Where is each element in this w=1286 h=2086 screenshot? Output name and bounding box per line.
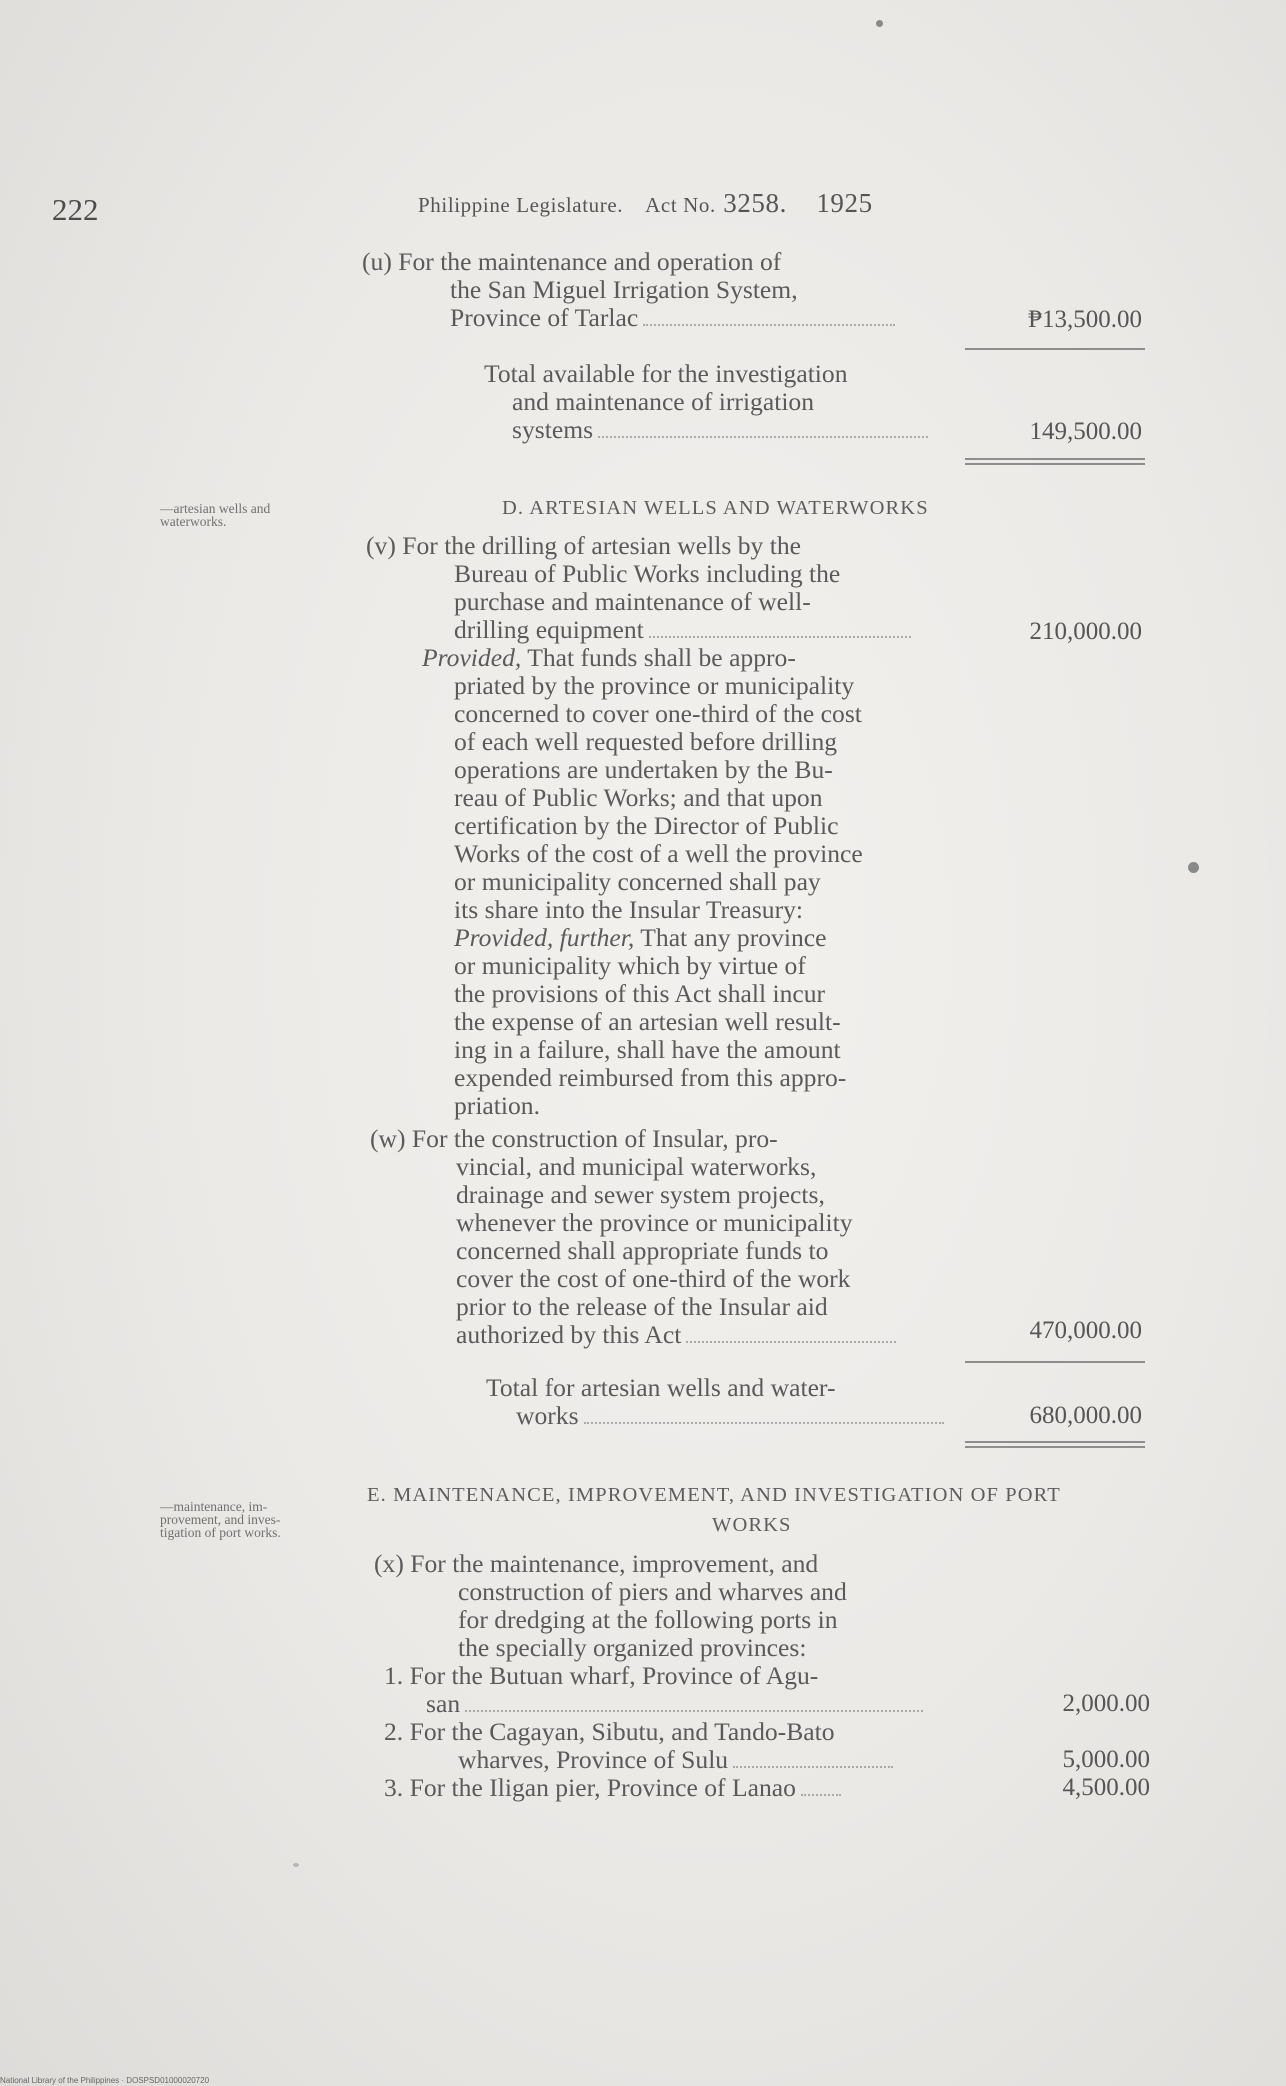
item-u-line-3: Province of Tarlac bbox=[450, 303, 639, 332]
subitem-2-amount: 5,000.00 bbox=[1062, 1746, 1150, 1773]
item-v bbox=[366, 532, 911, 1120]
total-artesian bbox=[486, 1374, 944, 1430]
proviso-line: reau of Public Works; and that upon bbox=[454, 783, 823, 812]
item-v-line-4: drilling equipment bbox=[454, 615, 644, 644]
item-u-amount: ₱13,500.00 bbox=[1028, 306, 1142, 333]
header-year: 1925 bbox=[816, 188, 873, 218]
item-x bbox=[374, 1550, 923, 1802]
proviso-line: certification by the Director of Public bbox=[454, 811, 839, 840]
proviso-first-line: That funds shall be appro- bbox=[527, 643, 796, 672]
section-e-heading-line-2: WORKS bbox=[712, 1514, 792, 1536]
scan-speck bbox=[293, 1863, 299, 1867]
subtotal-rule bbox=[965, 1361, 1145, 1363]
proviso-line: the provisions of this Act shall incur bbox=[454, 979, 826, 1008]
total-artesian-amount: 680,000.00 bbox=[1029, 1402, 1142, 1429]
item-w-amount: 470,000.00 bbox=[1029, 1317, 1142, 1344]
item-w-line-5: concerned shall appropriate funds to bbox=[456, 1236, 829, 1265]
dot-leader bbox=[733, 1766, 893, 1768]
proviso-further-first: That any province bbox=[640, 923, 827, 952]
item-u bbox=[362, 248, 895, 332]
item-w-line-2: vincial, and municipal waterworks, bbox=[456, 1152, 817, 1181]
dot-leader bbox=[801, 1794, 841, 1796]
item-u-line-1: (u) For the maintenance and operation of bbox=[362, 247, 782, 276]
proviso-line: of each well requested before drilling bbox=[454, 727, 838, 756]
item-v-line-1: (v) For the drilling of artesian wells by the bbox=[366, 531, 801, 560]
dot-leader bbox=[598, 436, 928, 438]
scan-speck bbox=[1188, 862, 1199, 873]
dot-leader bbox=[643, 324, 895, 326]
proviso-line: the expense of an artesian well result- bbox=[454, 1007, 841, 1036]
dot-leader bbox=[584, 1422, 944, 1424]
total-double-rule bbox=[965, 458, 1145, 465]
subitem-2-line-2: wharves, Province of Sulu bbox=[458, 1745, 729, 1774]
dot-leader bbox=[465, 1710, 923, 1712]
item-w-line-4: whenever the province or municipality bbox=[456, 1208, 853, 1237]
margin-note-line: —maintenance, im- bbox=[160, 1499, 268, 1514]
header-act-number: 3258. bbox=[723, 188, 787, 218]
header-legislature: Philippine Legislature. bbox=[418, 193, 624, 217]
item-v-amount: 210,000.00 bbox=[1029, 618, 1142, 645]
subitem-3-line-1: 3. For the Iligan pier, Province of Lanao bbox=[384, 1773, 796, 1802]
proviso-line: expended reimbursed from this appro- bbox=[454, 1063, 847, 1092]
margin-note-artesian bbox=[160, 502, 270, 528]
margin-note-line: tigation of port works. bbox=[160, 1525, 281, 1540]
dot-leader bbox=[686, 1341, 896, 1343]
proviso-further-italic: Provided, further, bbox=[454, 923, 635, 952]
scan-footer: National Library of the Philippines · DOSPSD01000020720 bbox=[0, 2076, 210, 2085]
margin-note-line: —artesian wells and bbox=[160, 501, 271, 516]
item-x-line-3: for dredging at the following ports in bbox=[458, 1605, 838, 1634]
subitem-1-line-2: san bbox=[426, 1689, 461, 1718]
item-x-line-1: (x) For the maintenance, improvement, and bbox=[374, 1549, 819, 1578]
item-w-line-6: cover the cost of one-third of the work bbox=[456, 1264, 851, 1293]
total-artesian-line-1: Total for artesian wells and water- bbox=[486, 1373, 836, 1402]
margin-note-port-works bbox=[160, 1500, 281, 1539]
proviso-line: ing in a failure, shall have the amount bbox=[454, 1035, 841, 1064]
margin-note-line: provement, and inves- bbox=[160, 1512, 281, 1527]
subitem-1-line-1: 1. For the Butuan wharf, Province of Agu- bbox=[384, 1661, 819, 1690]
total-irrigation-amount: 149,500.00 bbox=[1029, 418, 1142, 445]
item-w-line-1: (w) For the construction of Insular, pro- bbox=[370, 1124, 778, 1153]
header-act-label: Act No. bbox=[645, 193, 716, 217]
item-x-line-4: the specially organized provinces: bbox=[458, 1633, 807, 1662]
total-irrigation-line-3: systems bbox=[512, 415, 594, 444]
item-u-line-2: the San Miguel Irrigation System, bbox=[450, 275, 798, 304]
total-artesian-line-2: works bbox=[516, 1401, 579, 1430]
item-v-line-3: purchase and maintenance of well- bbox=[454, 587, 811, 616]
proviso-line: priation. bbox=[454, 1091, 541, 1120]
total-double-rule bbox=[965, 1441, 1145, 1448]
proviso-line: concerned to cover one-third of the cost bbox=[454, 699, 862, 728]
proviso-line: or municipality concerned shall pay bbox=[454, 867, 821, 896]
item-w-line-3: drainage and sewer system projects, bbox=[456, 1180, 825, 1209]
page-number: 222 bbox=[52, 192, 99, 227]
scan-speck bbox=[876, 20, 883, 27]
proviso-line: operations are undertaken by the Bu- bbox=[454, 755, 833, 784]
item-v-line-2: Bureau of Public Works including the bbox=[454, 559, 841, 588]
proviso-italic: Provided, bbox=[422, 643, 522, 672]
subtotal-rule bbox=[965, 348, 1145, 350]
subitem-3-amount: 4,500.00 bbox=[1062, 1774, 1150, 1801]
running-header bbox=[418, 188, 873, 219]
item-w-line-8: authorized by this Act bbox=[456, 1320, 682, 1349]
proviso-line: its share into the Insular Treasury: bbox=[454, 895, 804, 924]
item-x-line-2: construction of piers and wharves and bbox=[458, 1577, 847, 1606]
total-irrigation-line-1: Total available for the investigation bbox=[484, 359, 848, 388]
section-e-heading-line-1: E. MAINTENANCE, IMPROVEMENT, AND INVESTIGATION OF PORT bbox=[367, 1484, 1061, 1506]
section-d-heading: D. ARTESIAN WELLS AND WATERWORKS bbox=[502, 497, 929, 519]
margin-note-line: waterworks. bbox=[160, 514, 227, 529]
proviso-line: Works of the cost of a well the province bbox=[454, 839, 863, 868]
total-irrigation-line-2: and maintenance of irrigation bbox=[512, 387, 815, 416]
subitem-2-line-1: 2. For the Cagayan, Sibutu, and Tando-Bato bbox=[384, 1717, 835, 1746]
subitem-1-amount: 2,000.00 bbox=[1062, 1690, 1150, 1717]
item-w bbox=[370, 1125, 896, 1349]
dot-leader bbox=[649, 636, 911, 638]
total-irrigation bbox=[484, 360, 928, 444]
proviso-line: priated by the province or municipality bbox=[454, 671, 855, 700]
proviso-line: or municipality which by virtue of bbox=[454, 951, 806, 980]
item-w-line-7: prior to the release of the Insular aid bbox=[456, 1292, 828, 1321]
